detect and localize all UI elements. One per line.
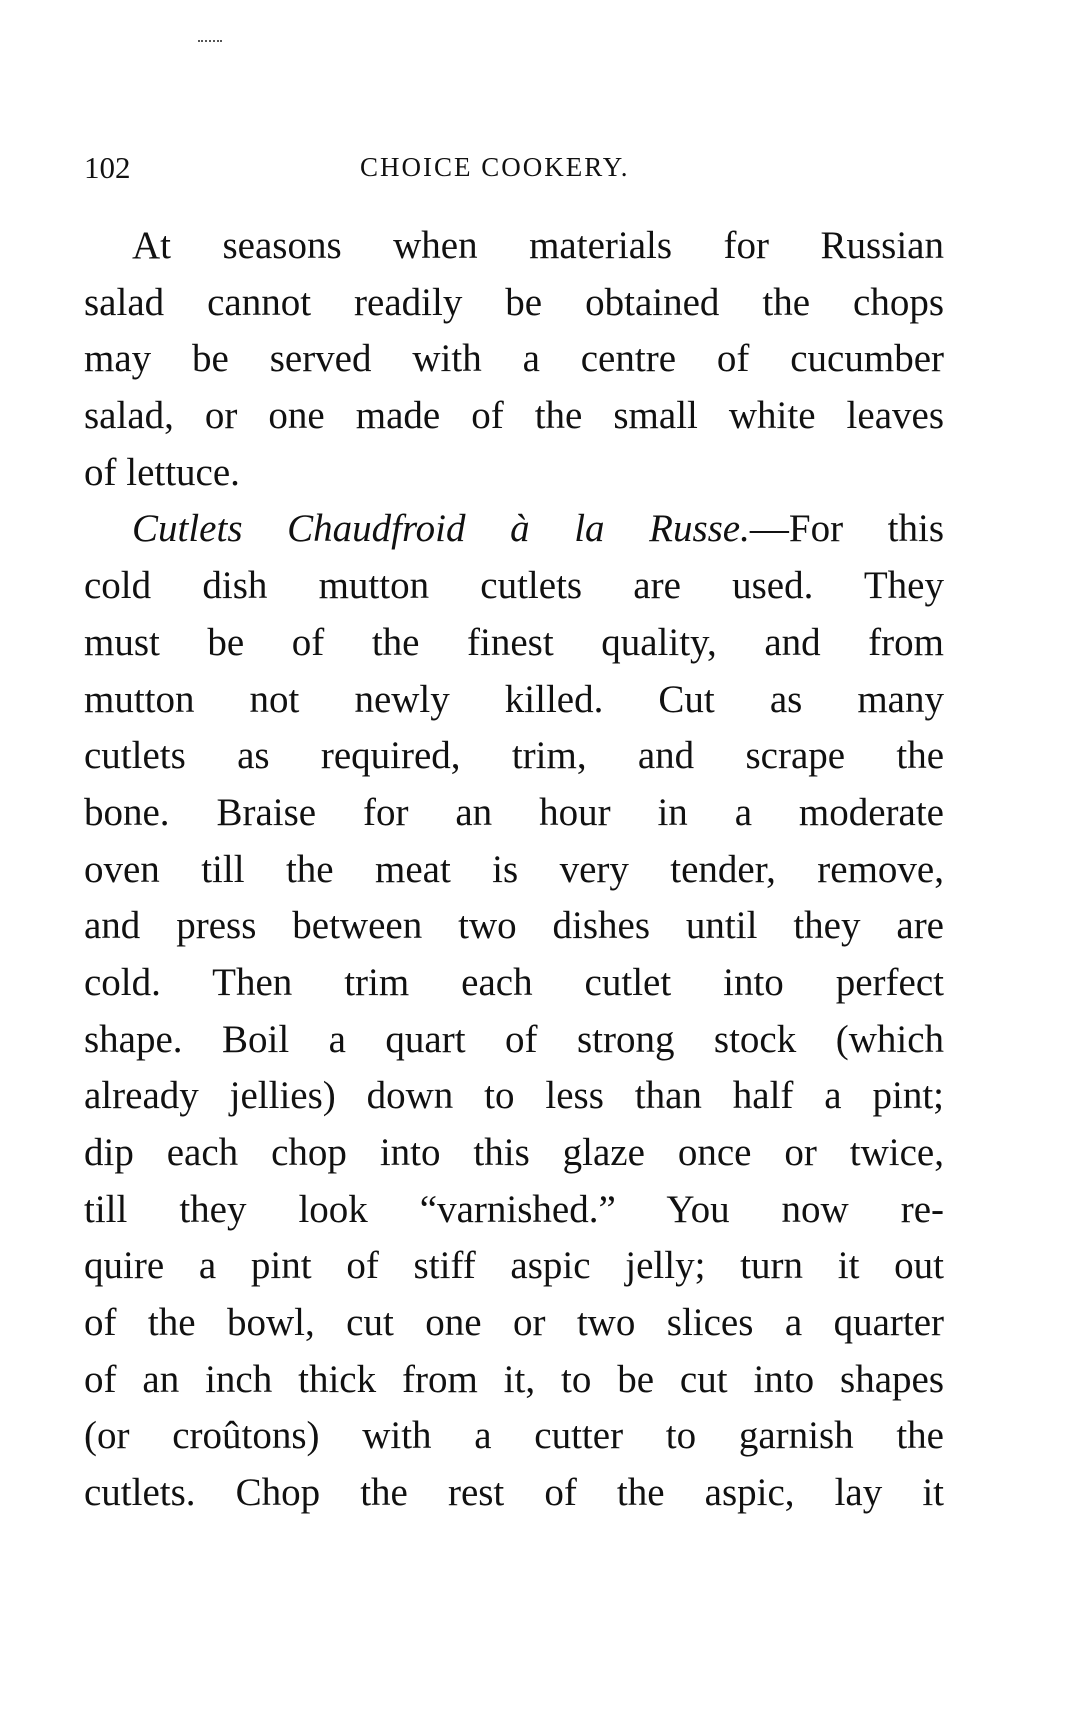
text-line: salad, or one made of the small white leaves	[84, 394, 944, 438]
text-line: till they look “varnished.” You now re-	[84, 1187, 944, 1231]
text-line: of lettuce.	[84, 450, 240, 494]
text-line: already jellies) down to less than half a pint;	[84, 1074, 944, 1118]
text-line: quire a pint of stiff aspic jelly; turn it out	[84, 1244, 944, 1288]
text-line: dip each chop into this glaze once or twice,	[84, 1131, 944, 1174]
print-speck	[198, 40, 222, 46]
text-line: cutlets. Chop the rest of the aspic, lay it	[84, 1471, 944, 1515]
text-line: shape. Boil a quart of strong stock (which	[84, 1017, 944, 1061]
text-line: and press between two dishes until they are	[84, 904, 944, 948]
text-line: mutton not newly killed. Cut as many	[84, 677, 944, 721]
text-line: cold. Then trim each cutlet into perfect	[84, 960, 944, 1004]
page-header	[84, 150, 944, 190]
running-head: CHOICE COOKERY.	[360, 152, 630, 182]
text-line: cutlets as required, trim, and scrape the	[84, 734, 944, 778]
text-line: may be served with a centre of cucumber	[84, 337, 944, 381]
text-line: (or croûtons) with a cutter to garnish the	[84, 1414, 944, 1458]
text-line: of the bowl, cut one or two slices a quarter	[84, 1301, 944, 1345]
text-line: must be of the finest quality, and from	[84, 620, 944, 664]
text-line: At seasons when materials for Russian	[132, 224, 944, 267]
recipe-title: Cutlets Chaudfroid à la Russe.	[132, 507, 750, 551]
page-number: 102	[84, 150, 131, 185]
recipe-title-continuation: —For this	[749, 507, 944, 551]
text-line: salad cannot readily be obtained the chops	[84, 280, 944, 324]
text-line: of an inch thick from it, to be cut into shapes	[84, 1357, 944, 1401]
text-line: bone. Braise for an hour in a moderate	[84, 790, 944, 834]
body-text	[84, 218, 944, 1522]
text-line: oven till the meat is very tender, remove,	[84, 847, 944, 891]
text-line: cold dish mutton cutlets are used. They	[84, 564, 944, 608]
recipe-title-line	[84, 501, 944, 558]
